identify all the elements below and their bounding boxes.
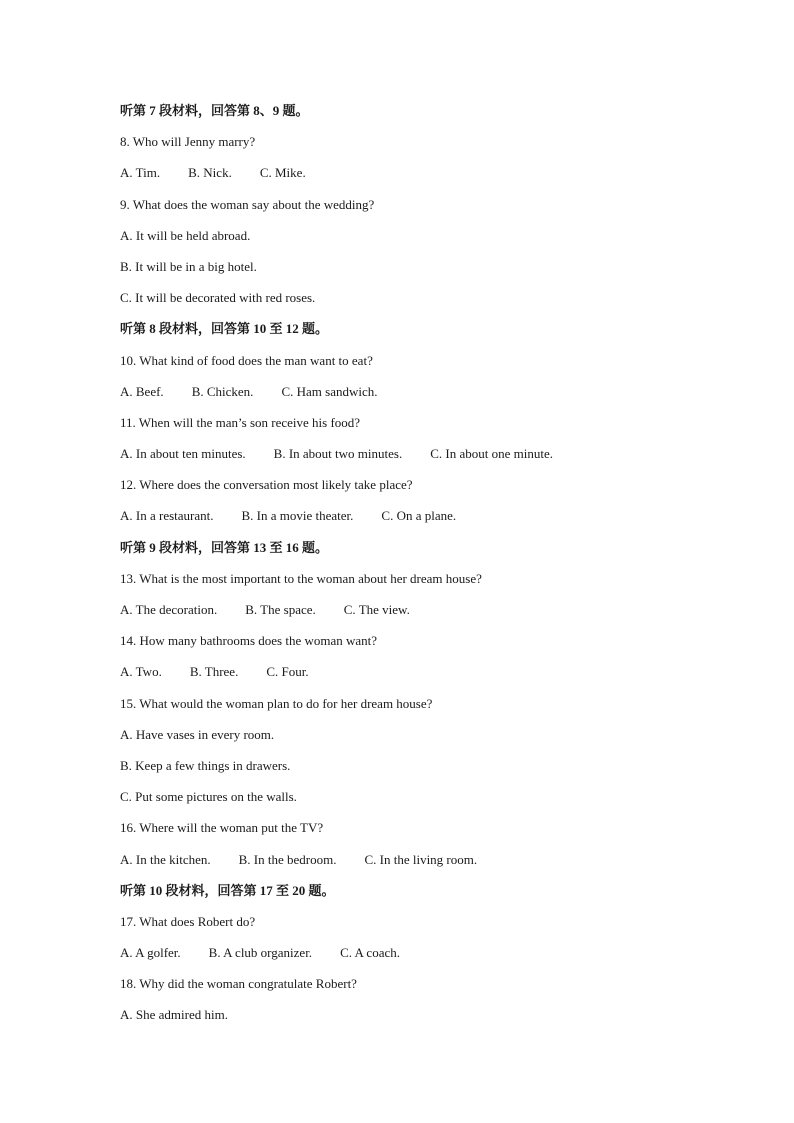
question-text: 15. What would the woman plan to do for her dream house? [120,695,433,711]
answer-option: A. Beef. [120,383,164,399]
answer-option: C. Put some pictures on the walls. [120,789,297,805]
question-text: 11. When will the man’s son receive his food? [120,414,361,430]
answer-option: C. Ham sandwich. [281,383,378,399]
answer-option: C. On a plane. [381,508,457,524]
question-text: 12. Where does the conversation most likely take place? [120,477,413,493]
answer-option: A. In a restaurant. [120,508,214,524]
answer-option: B. It will be in a big hotel. [120,258,257,274]
section-heading: 听第 9 段材料，回答第 13 至 16 题。 [120,539,329,555]
answer-option: B. In about two minutes. [273,446,403,462]
question-text: 17. What does Robert do? [120,913,256,929]
options-row [120,850,740,881]
answer-option: C. In about one minute. [430,446,553,462]
options-row [120,163,740,194]
exam-page [120,101,740,1037]
answer-option: B. Three. [189,664,239,680]
answer-option: C. It will be decorated with red roses. [120,290,316,306]
answer-option: C. Four. [266,664,309,680]
answer-option: A. It will be held abroad. [120,227,251,243]
question-text: 18. Why did the woman congratulate Robert? [120,976,357,992]
question-text: 8. Who will Jenny marry? [120,134,256,150]
answer-option: A. Tim. [120,165,161,181]
question-text: 10. What kind of food does the man want to eat? [120,352,373,368]
answer-option: B. Nick. [188,165,232,181]
answer-option: A. In the kitchen. [120,851,211,867]
question-text: 16. Where will the woman put the TV? [120,820,324,836]
answer-option: B. The space. [245,602,316,617]
options-row [120,662,740,693]
answer-option: A. Have vases in every room. [120,726,275,742]
answer-option: A. The decoration. [120,602,218,617]
answer-option: C. A coach. [340,945,400,961]
options-row [120,943,740,974]
answer-option: A. In about ten minutes. [120,446,246,462]
section-heading: 听第 10 段材料，回答第 17 至 20 题。 [120,882,335,898]
options-row [120,382,740,413]
question-text: 13. What is the most important to the woman about her dream house? [120,570,482,586]
question-text: 14. How many bathrooms does the woman want? [120,633,378,649]
options-row [120,506,740,537]
answer-option: B. Chicken. [191,383,254,399]
options-row [120,600,740,631]
answer-option: A. Two. [120,664,162,680]
question-text: 9. What does the woman say about the wedding? [120,196,375,212]
answer-option: B. A club organizer. [208,945,313,961]
answer-option: B. In a movie theater. [241,508,354,524]
answer-option: C. In the living room. [364,851,478,867]
options-row [120,444,740,475]
answer-option: A. A golfer. [120,945,181,961]
answer-option: A. She admired him. [120,1007,228,1023]
answer-option: B. Keep a few things in drawers. [120,757,291,773]
answer-option: C. The view. [343,602,410,617]
answer-option: B. In the bedroom. [238,851,337,867]
answer-option: C. Mike. [259,165,306,181]
section-heading: 听第 8 段材料，回答第 10 至 12 题。 [120,321,329,337]
section-heading: 听第 7 段材料，回答第 8、9 题。 [120,103,309,118]
